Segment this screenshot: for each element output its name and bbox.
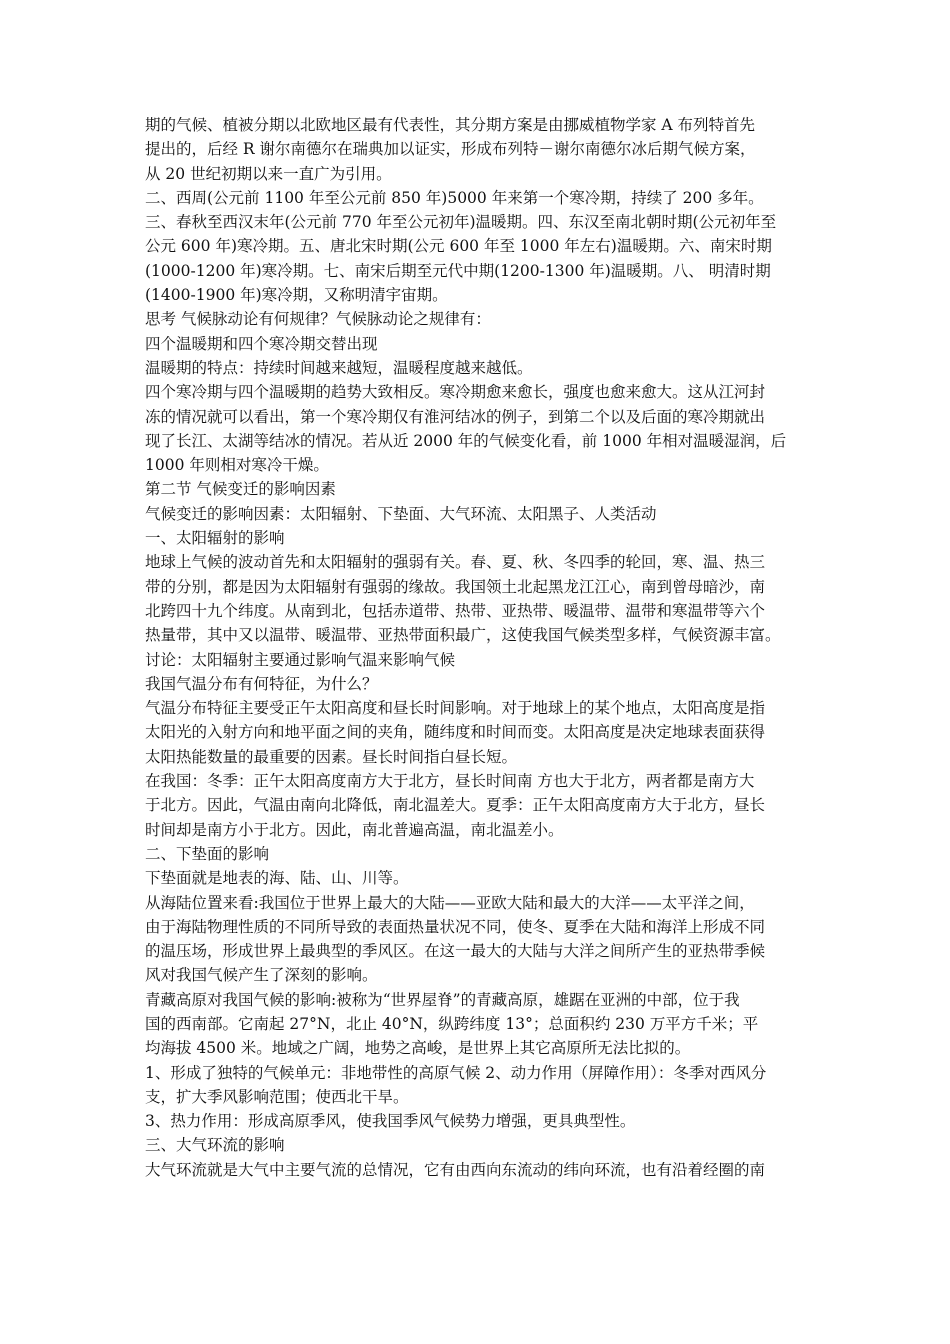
text-line: 第二节 气候变迁的影响因素 xyxy=(145,480,336,499)
text-line: 现了长江、太湖等结冰的情况。若从近 2000 年的气候变化看，前 1000 年相对温暖湿润，后 xyxy=(145,431,787,450)
text-line: 太阳光的入射方向和地平面之间的夹角，随纬度和时间而变。太阳高度是决定地球表面获得 xyxy=(145,723,766,742)
text-line: 热量带，其中又以温带、暖温带、亚热带面积最广，这使我国气候类型多样，气候资源丰富。 xyxy=(145,626,781,645)
text-line: 从 20 世纪初期以来一直广为引用。 xyxy=(145,164,392,183)
text-line: 带的分别，都是因为太阳辐射有强弱的缘故。我国领土北起黑龙江江心，南到曾母暗沙，南 xyxy=(145,577,766,596)
text-line: 从海陆位置来看:我国位于世界上最大的大陆——亚欧大陆和最大的大洋——太平洋之间， xyxy=(145,893,755,912)
text-line: 讨论：太阳辐射主要通过影响气温来影响气候 xyxy=(145,650,456,669)
text-line: 冻的情况就可以看出，第一个寒冷期仅有淮河结冰的例子，到第二个以及后面的寒冷期就出 xyxy=(145,407,766,426)
text-line: 时间却是南方小于北方。因此，南北普遍高温，南北温差小。 xyxy=(145,820,564,839)
text-line: (1400-1900 年)寒冷期，又称明清宇宙期。 xyxy=(145,286,448,305)
text-line: 的温压场，形成世界上最典型的季风区。在这一最大的大陆与大洋之间所产生的亚热带季候 xyxy=(145,942,766,961)
text-line: 期的气候、植被分期以北欧地区最有代表性，其分期方案是由挪威植物学家 A 布列特首先 xyxy=(145,116,756,134)
text-line: 温暖期的特点：持续时间越来越短，温暖程度越来越低。 xyxy=(145,358,533,377)
text-line: 大气环流就是大气中主要气流的总情况，它有由西向东流动的纬向环流，也有沿着经圈的南 xyxy=(145,1160,766,1179)
text-line: 在我国：冬季：正午太阳高度南方大于北方，昼长时间南 方也大于北方，两者都是南方大 xyxy=(145,772,755,791)
text-line: 思考 气候脉动论有何规律？气候脉动论之规律有： xyxy=(145,310,491,329)
text-line: 风对我国气候产生了深刻的影响。 xyxy=(145,966,378,985)
text-line: 三、大气环流的影响 xyxy=(145,1136,285,1155)
text-line: 均海拔 4500 米。地域之广阔，地势之高峻，是世界上其它高原所无法比拟的。 xyxy=(145,1039,691,1058)
text-line: 三、春秋至西汉末年(公元前 770 年至公元初年)温暖期。四、东汉至南北朝时期(公元初年至 xyxy=(145,213,777,232)
text-line: 二、西周(公元前 1100 年至公元前 850 年)5000 年来第一个寒冷期，持续了 200 多年。 xyxy=(145,188,764,207)
text-line: 气候变迁的影响因素：太阳辐射、下垫面、大气环流、太阳黑子、人类活动 xyxy=(145,504,657,523)
text-line: 1000 年则相对寒冷干燥。 xyxy=(145,456,329,475)
text-line: 北跨四十九个纬度。从南到北，包括赤道带、热带、亚热带、暖温带、温带和寒温带等六个 xyxy=(145,601,766,620)
text-line: 公元 600 年)寒冷期。五、唐北宋时期(公元 600 年至 1000 年左右)温暖期。六、南宋时期 xyxy=(145,237,772,256)
text-line: 3、热力作用：形成高原季风，使我国季风气候势力增强，更具典型性。 xyxy=(145,1112,636,1131)
text-line: 太阳热能数量的最重要的因素。昼长时间指白昼长短。 xyxy=(145,747,518,766)
text-line: 提出的，后经 R 谢尔南德尔在瑞典加以证实，形成布列特－谢尔南德尔冰后期气候方案， xyxy=(145,140,756,159)
text-line: 二、下垫面的影响 xyxy=(145,844,270,863)
document-body xyxy=(145,113,811,1182)
text-line: 气温分布特征主要受正午太阳高度和昼长时间影响。对于地球上的某个地点，太阳高度是指 xyxy=(145,699,766,718)
text-line: 1、形成了独特的气候单元：非地带性的高原气候 2、动力作用（屏障作用）：冬季对西风分 xyxy=(145,1063,767,1082)
text-line: 我国气温分布有何特征，为什么？ xyxy=(145,674,378,693)
text-line: 国的西南部。它南起 27°N，北止 40°N，纵跨纬度 13°；总面积约 230 万平方千米；平 xyxy=(145,1014,759,1033)
text-line: 青藏高原对我国气候的影响:被称为“世界屋脊”的青藏高原，雄踞在亚洲的中部，位于我 xyxy=(145,990,740,1009)
text-line: 地球上气候的波动首先和太阳辐射的强弱有关。春、夏、秋、冬四季的轮回，寒、温、热三 xyxy=(145,553,766,572)
text-line: 支，扩大季风影响范围；使西北干旱。 xyxy=(145,1087,409,1106)
text-line: 于北方。因此，气温由南向北降低，南北温差大。夏季：正午太阳高度南方大于北方，昼长 xyxy=(145,796,766,815)
text-line: (1000-1200 年)寒冷期。七、南宋后期至元代中期(1200-1300 年)温暖期。八、 明清时期 xyxy=(145,261,771,280)
text-line: 下垫面就是地表的海、陆、山、川等。 xyxy=(145,869,409,888)
text-line: 四个温暖期和四个寒冷期交替出现 xyxy=(145,334,378,353)
text-line: 一、太阳辐射的影响 xyxy=(145,529,285,548)
text-line: 由于海陆物理性质的不同所导致的表面热量状况不同，使冬、夏季在大陆和海洋上形成不同 xyxy=(145,917,766,936)
text-line: 四个寒冷期与四个温暖期的趋势大致相反。寒冷期愈来愈长，强度也愈来愈大。这从江河封 xyxy=(145,383,766,402)
